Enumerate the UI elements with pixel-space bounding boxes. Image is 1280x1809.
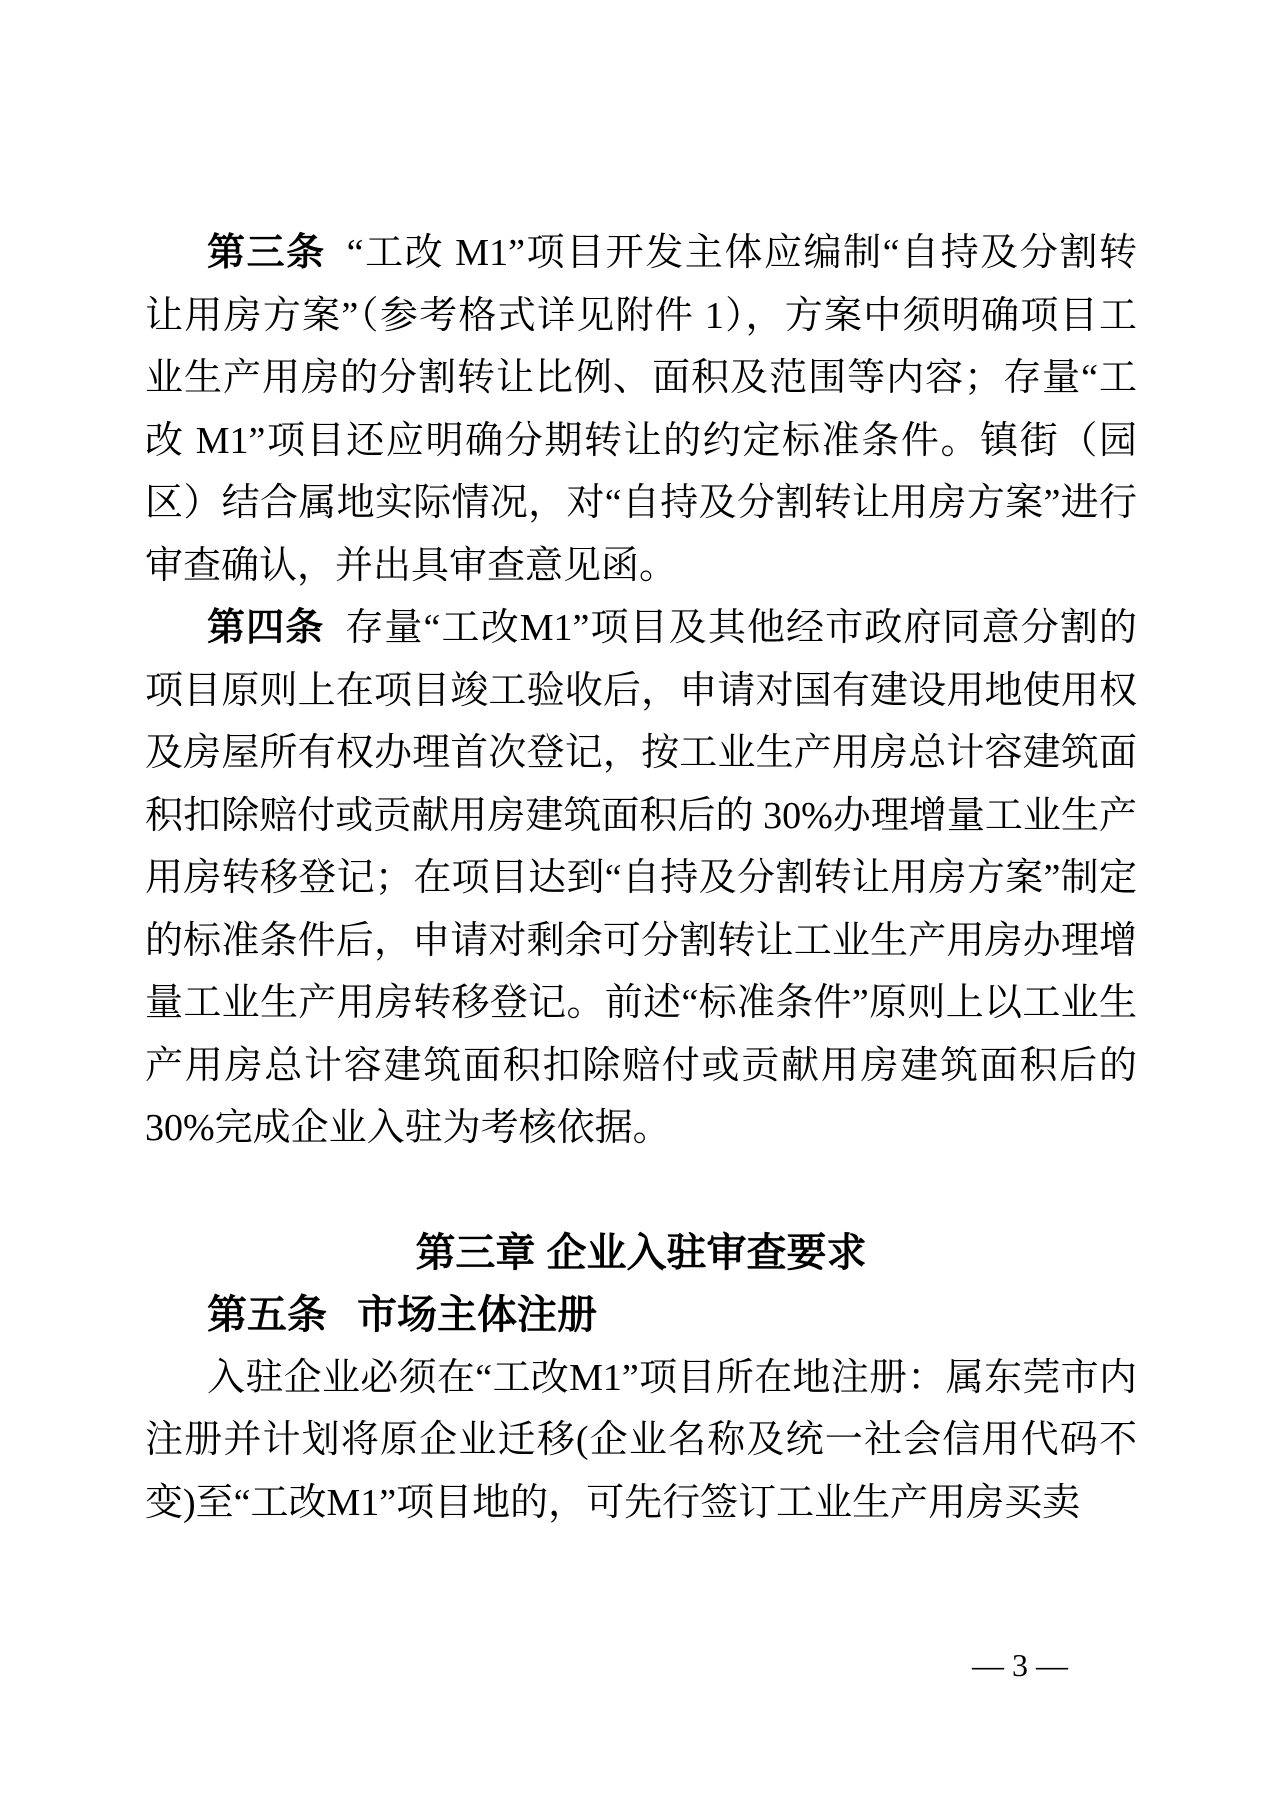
article-4-label: 第四条: [207, 607, 325, 649]
article-5-heading: [145, 1284, 1137, 1347]
article-5-title: 市场主体注册: [357, 1293, 597, 1337]
article-4-text: 存量“工改M1”项目及其他经市政府同意分割的项目原则上在项目竣工验收后，申请对国有建设用地使用权及房屋所有权办理首次登记，按工业生产用房总计容建筑面积扣除赔付或贡献用房建筑面积后的 30%办理增量工业生产用房转移登记；在项目达到“自持及分割转让用房方案”制定的标准条件后，申请对剩余可分割转让工业生产用房办理增量工业生产用房转移登记。前述“标准条件”原则上以工业生产用房总计容建筑面积扣除赔付或贡献用房建筑面积后的 30%完成企业入驻为考核依据。: [145, 607, 1137, 1149]
page-body: [145, 222, 1137, 1534]
article-3-text: “工改 M1”项目开发主体应编制“自持及分割转让用房方案”（参考格式详见附件 1），方案中须明确项目工业生产用房的分割转让比例、面积及范围等内容；存量“工改 M1”项目还应明确分期转让的约定标准条件。镇街（园区）结合属地实际情况，对“自持及分割转让用房方案”进行审查确认，并出具审查意见函。: [145, 232, 1137, 587]
chapter-3-heading: 第三章 企业入驻审查要求: [415, 1230, 867, 1275]
article-4-paragraph: [145, 597, 1137, 1160]
article-5-label: 第五条: [207, 1293, 327, 1337]
article-3-label: 第三条: [207, 232, 326, 274]
page-number: — 3 —: [972, 1647, 1068, 1683]
article-5-paragraph: 入驻企业必须在“工改M1”项目所在地注册：属东莞市内注册并计划将原企业迁移(企业名称及统一社会信用代码不变)至“工改M1”项目地的，可先行签订工业生产用房买卖: [145, 1356, 1137, 1524]
article-3-paragraph: [145, 222, 1137, 597]
